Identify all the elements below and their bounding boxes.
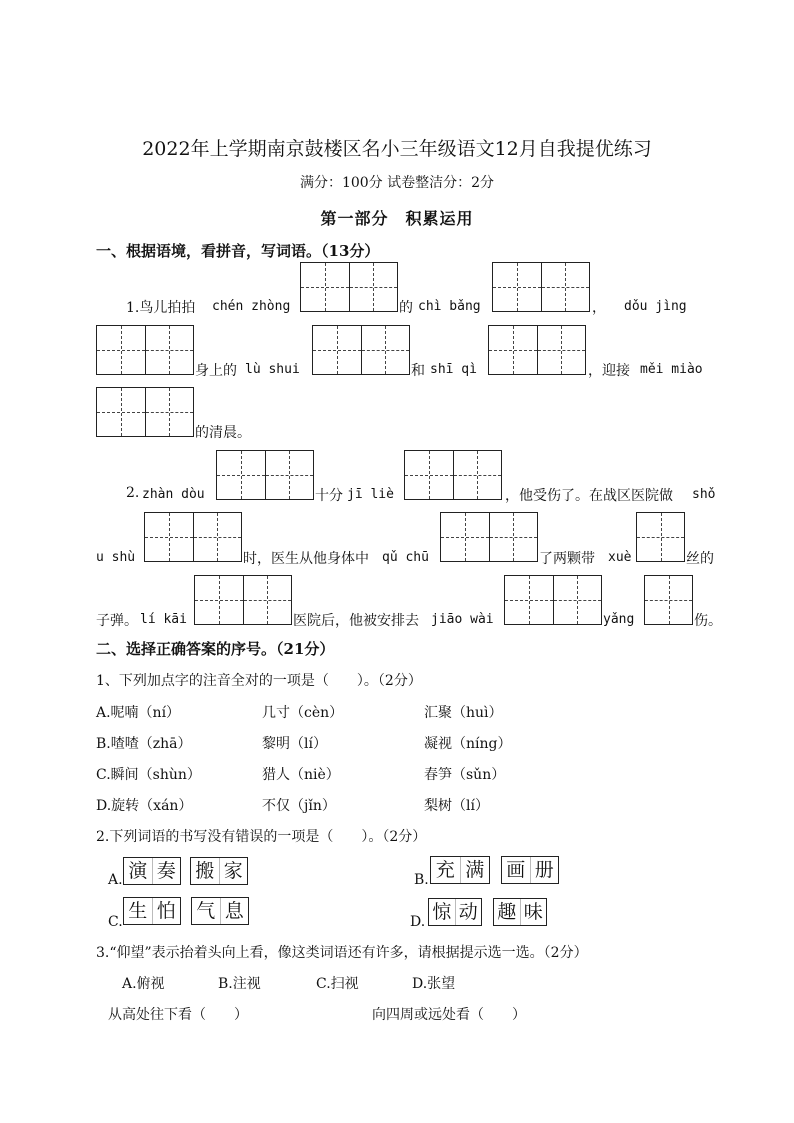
mc-q3-stem: 3.“仰望”表示抬着头向上看，像这类词语还有许多，请根据提示选一选。（2分）	[96, 945, 588, 961]
word-char: 演	[124, 858, 153, 884]
q1-text-7: 的清晨。	[195, 425, 251, 441]
word-char: 趣	[494, 899, 521, 925]
answer-grid[interactable]	[488, 325, 586, 375]
mc-q1-option: 黎明（lí）	[262, 736, 327, 752]
answer-grid[interactable]	[312, 325, 410, 375]
section2-heading: 二、选择正确答案的序号。（21分）	[96, 640, 335, 658]
word-box	[501, 856, 559, 884]
answer-grid[interactable]	[300, 262, 398, 312]
word-box	[428, 898, 482, 926]
q1-text-6: ，迎接	[588, 363, 630, 379]
word-char: 动	[458, 901, 478, 923]
word-char: 气	[192, 898, 221, 924]
mc-q1-option: 几寸（cèn）	[262, 705, 344, 721]
q2-pinyin-5: xuè	[608, 550, 632, 565]
mc-q1-option: D.旋转（xán）	[96, 798, 193, 814]
q2-pinyin-2: jī liè	[347, 487, 394, 502]
mc-q1-option: A.呢喃（ní）	[96, 705, 181, 721]
q2-text-2: 十分	[315, 488, 343, 504]
q2-pinyin-3b: u shù	[96, 550, 136, 565]
word-box	[493, 898, 547, 926]
mc-q1-option: 春笋（sǔn）	[424, 767, 506, 783]
q2-pinyin-4: qǔ chū	[382, 550, 429, 565]
q2-pinyin-1: zhàn dòu	[142, 487, 205, 502]
q2-text-5: 了两颗带	[539, 551, 595, 567]
word-box	[191, 897, 249, 925]
q3-choice: B.注视	[218, 976, 261, 992]
q2-text-3: ，他受伤了。在战区医院做	[505, 488, 673, 504]
answer-grid[interactable]	[644, 575, 693, 625]
q2-pinyin-8: jiāo wài	[431, 612, 494, 627]
q1-pinyin-2: chì bǎng	[418, 299, 481, 314]
word-char: 充	[431, 857, 461, 883]
answer-grid[interactable]	[96, 325, 194, 375]
word-char: 味	[523, 901, 543, 923]
q3-choice: C.扫视	[316, 976, 359, 992]
option-label: C.	[108, 914, 123, 930]
q1-pinyin-6: měi miào	[640, 362, 703, 377]
score-info: 满分：100分 试卷整洁分：2分	[299, 175, 495, 191]
q1-pinyin-3: dǒu jìng	[624, 299, 687, 314]
q1-pinyin-5: shī qì	[430, 362, 477, 377]
answer-grid[interactable]	[636, 512, 685, 562]
option-label: D.	[410, 914, 426, 930]
q2-text-8: 医院后，他被安排去	[293, 613, 419, 629]
q1-text-3: ，	[592, 300, 606, 316]
q2-pinyin-3a: shǒ	[692, 487, 716, 502]
word-char: 画	[502, 857, 531, 883]
q3-blank-down[interactable]: 从高处往下看（ ）	[108, 1007, 248, 1023]
word-box	[190, 857, 248, 885]
word-box	[430, 856, 490, 884]
answer-grid[interactable]	[404, 450, 502, 500]
answer-grid[interactable]	[194, 575, 292, 625]
q2-text-4: 时，医生从他身体中	[243, 551, 369, 567]
q1-pinyin-4: lù shui	[245, 362, 300, 377]
mc-q1-option: B.喳喳（zhā）	[96, 736, 192, 752]
word-char: 家	[223, 860, 243, 882]
q3-blank-around[interactable]: 向四周或远处看（ ）	[372, 1007, 526, 1023]
q2-text-6: 丝的	[686, 551, 714, 567]
answer-grid[interactable]	[216, 450, 314, 500]
q2-pinyin-9: yǎng	[603, 612, 635, 627]
word-char: 息	[224, 900, 244, 922]
mc-q1-option: 不仅（jǐn）	[262, 798, 336, 814]
word-char: 惊	[429, 899, 456, 925]
q2-text-1: 2.	[126, 485, 140, 501]
word-char: 奏	[156, 860, 176, 882]
word-char: 生	[124, 898, 153, 924]
answer-grid[interactable]	[492, 262, 590, 312]
answer-grid[interactable]	[504, 575, 602, 625]
mc-q1-option: 猎人（niè）	[262, 767, 340, 783]
answer-grid[interactable]	[440, 512, 538, 562]
word-char: 满	[465, 859, 485, 881]
q1-text-2: 的	[399, 300, 413, 316]
q2-pinyin-7: lí kāi	[140, 612, 187, 627]
mc-q1-option: 汇聚（huì）	[424, 705, 503, 721]
word-char: 册	[534, 859, 554, 881]
answer-grid[interactable]	[144, 512, 242, 562]
part-heading: 第一部分 积累运用	[320, 209, 474, 228]
q2-text-9: 伤。	[694, 613, 722, 629]
q1-text-5: 和	[411, 363, 425, 379]
q3-choice: D.张望	[412, 976, 456, 992]
section1-heading: 一、根据语境，看拼音，写词语。（13分）	[96, 242, 380, 260]
word-box	[123, 897, 181, 925]
page-title: 2022年上学期南京鼓楼区名小三年级语文12月自我提优练习	[142, 138, 652, 160]
answer-grid[interactable]	[96, 387, 194, 437]
option-label: B.	[414, 872, 429, 888]
word-char: 怕	[156, 900, 176, 922]
option-label: A.	[108, 872, 123, 888]
q1-pinyin-1: chén zhòng	[212, 299, 291, 314]
mc-q2-stem: 2.下列词语的书写没有错误的一项是（ ）。（2分）	[96, 829, 427, 845]
q3-choice: A.俯视	[122, 976, 165, 992]
q2-text-7: 子弹。	[96, 613, 138, 629]
mc-q1-option: 凝视（níng）	[424, 736, 512, 752]
q1-text-1: 1.鸟儿拍拍	[126, 300, 196, 316]
q1-text-4: 身上的	[195, 363, 237, 379]
mc-q1-stem: 1、下列加点字的注音全对的一项是（ ）。（2分）	[96, 673, 422, 689]
mc-q1-option: C.瞬间（shùn）	[96, 767, 201, 783]
mc-q1-option: 梨树（lí）	[424, 798, 489, 814]
word-char: 搬	[191, 858, 220, 884]
word-box	[123, 857, 181, 885]
